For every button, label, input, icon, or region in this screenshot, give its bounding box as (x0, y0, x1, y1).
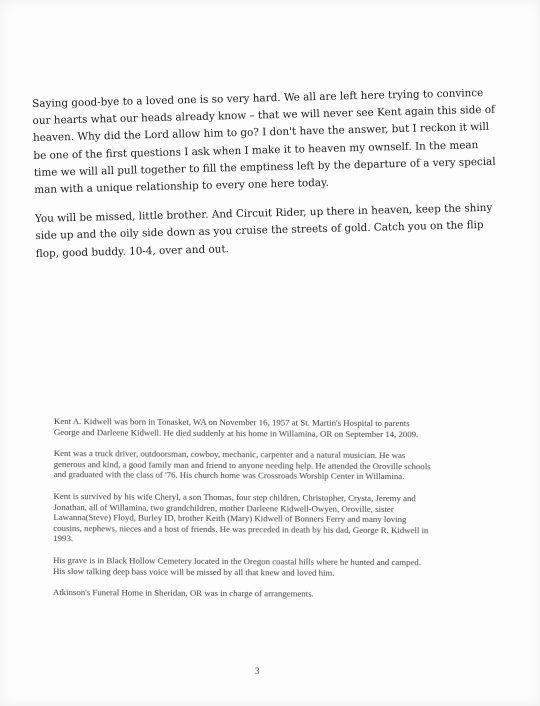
eulogy-section (32, 85, 506, 275)
obituary-paragraph-survivors: Kent is survived by his wife Cheryl, a son Thomas, four step children, Christopher, Crysta, Jeremy and Jonathan, all of Willamina, two grandchildren, mother Darleene Kidwell-Owyen, Oroville, sister Lawanna(Steve) Floyd, Burley ID, brother Keith (Mary) Kidwell of Bonners Ferry and many loving cousins, nephews, nieces and a host of friends. He was preceded in death by his dad, George R. Kidwell in 1993. (53, 490, 429, 544)
obituary-paragraph-grave: His grave is in Black Hollow Cemetery located in the Oregon coastal hills where he hunted and camped. His slow talking deep bass voice will be missed by all that knew and loved him. (53, 554, 422, 578)
obituary-paragraph-life: Kent was a truck driver, outdoorsman, cowboy, mechanic, carpenter and a natural musician. He was generous and kind, a good family man and friend to anyone needing help. He attended the Oroville schools and graduated with the class of '76. His church home was Crossroads Worship Center in Willamina. (53, 448, 431, 482)
page-number: 3 (255, 666, 260, 676)
eulogy-paragraph-1: Saying good-bye to a loved one is so very hard. We all are left here trying to convince our hearts what our heads already know – that we will never see Kent again this side of heaven. Why did the Lord allow him to go? I don't have the answer, but I reckon it will be one of the first questions I ask when I make it to heaven my ownself. In the mean time we will all pull together to fill the emptiness left by the departure of a very special man with a unique relationship to every one here today. (32, 86, 496, 196)
obituary-section (53, 416, 432, 611)
eulogy-paragraph-2: You will be missed, little brother. And Circuit Rider, up there in heaven, keep the shiny side up and the oily side down as you cruise the streets of gold. Catch you on the flip flop, good buddy. 10-4, over and out. (34, 202, 493, 260)
obituary-paragraph-arrangements: Atkinson's Funeral Home in Sheridan, OR was in charge of arrangements. (52, 587, 314, 599)
obituary-paragraph-birth: Kent A. Kidwell was born in Tonasket, WA on November 16, 1957 at St. Martin's Hospital to parents George and Darleene Kidwell. He died suddenly at his home in Willamina, OR on September 14, 2009. (53, 416, 419, 439)
